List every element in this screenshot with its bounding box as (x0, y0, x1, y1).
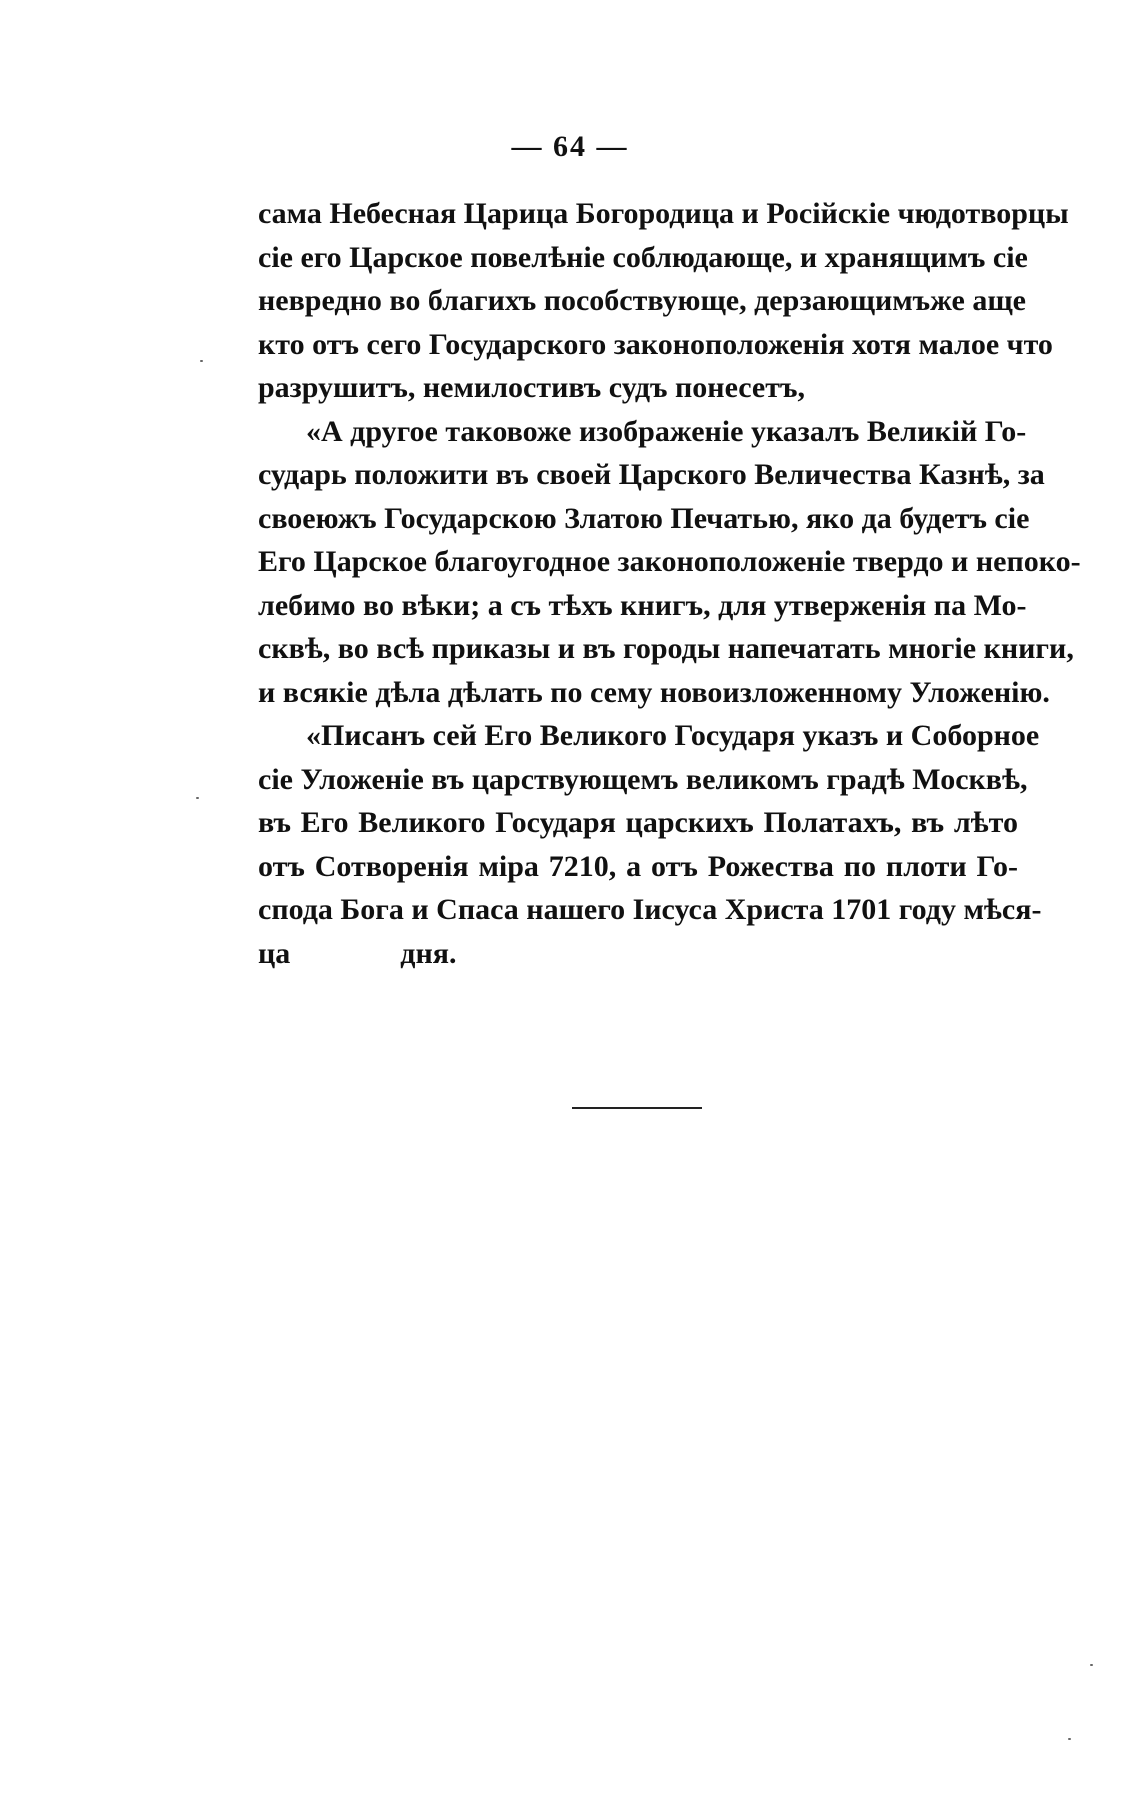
text-line: разрушитъ, немилостивъ судъ понесетъ, (258, 371, 805, 404)
text-line: лебимо во вѣки; а съ тѣхъ книгъ, для утверженiя па Мо- (258, 588, 1027, 622)
page-number: — 64 — (511, 130, 629, 163)
text-line: сама Небесная Царица Богородица и Росiйскiе чюдотворцы (258, 197, 1069, 230)
text-line: сiе его Царское повелѣнiе соблюдающе, и хранящимъ сiе (258, 240, 1028, 274)
text-fragment: ца (258, 936, 291, 970)
text-line: и всякiе дѣла дѣлать по сему новоизложенному Уложенiю. (258, 675, 1050, 709)
text-line: «А другое таковоже изображенiе указалъ Великiй Го- (306, 414, 1027, 448)
text-line: спода Бога и Спаса нашего Iисуса Христа 1701 году мѣся- (258, 893, 1042, 926)
text-line: своеюжъ Государскою Златою Печатью, яко да будетъ сiе (258, 501, 1030, 535)
text-line: «Писанъ сей Его Великого Государя указъ и Соборное (306, 719, 1040, 752)
text-line: сударь положити въ своей Царского Величества Казнѣ, за (258, 458, 1045, 491)
text-line: Его Царское благоугодное законоположенiе твердо и непоко- (258, 545, 1081, 578)
scan-speck (1090, 1664, 1093, 1666)
text-line: отъ Сотворенiя мiра 7210, а отъ Рожества по плоти Го- (258, 849, 1018, 883)
text-fragment: дня. (400, 936, 457, 970)
text-line: сiе Уложенiе въ царствующемъ великомъ градѣ Москвѣ, (258, 762, 1028, 796)
text-line: кто отъ сего Государского законоположенiя хотя малое что (258, 327, 1053, 361)
text-line: сквѣ, во всѣ приказы и въ городы напечатать многiе книги, (258, 632, 1074, 665)
text-line: невредно во благихъ пособствующе, дерзающимъже аще (258, 284, 1026, 317)
text-line: въ Его Великого Государя царскихъ Полатахъ, въ лѣто (258, 806, 1018, 839)
scan-speck (200, 360, 203, 362)
page-body (258, 192, 1081, 975)
scan-speck (1068, 1738, 1071, 1740)
text-line-final (258, 932, 1018, 976)
section-end-rule (572, 1107, 702, 1109)
scan-speck (196, 797, 199, 799)
